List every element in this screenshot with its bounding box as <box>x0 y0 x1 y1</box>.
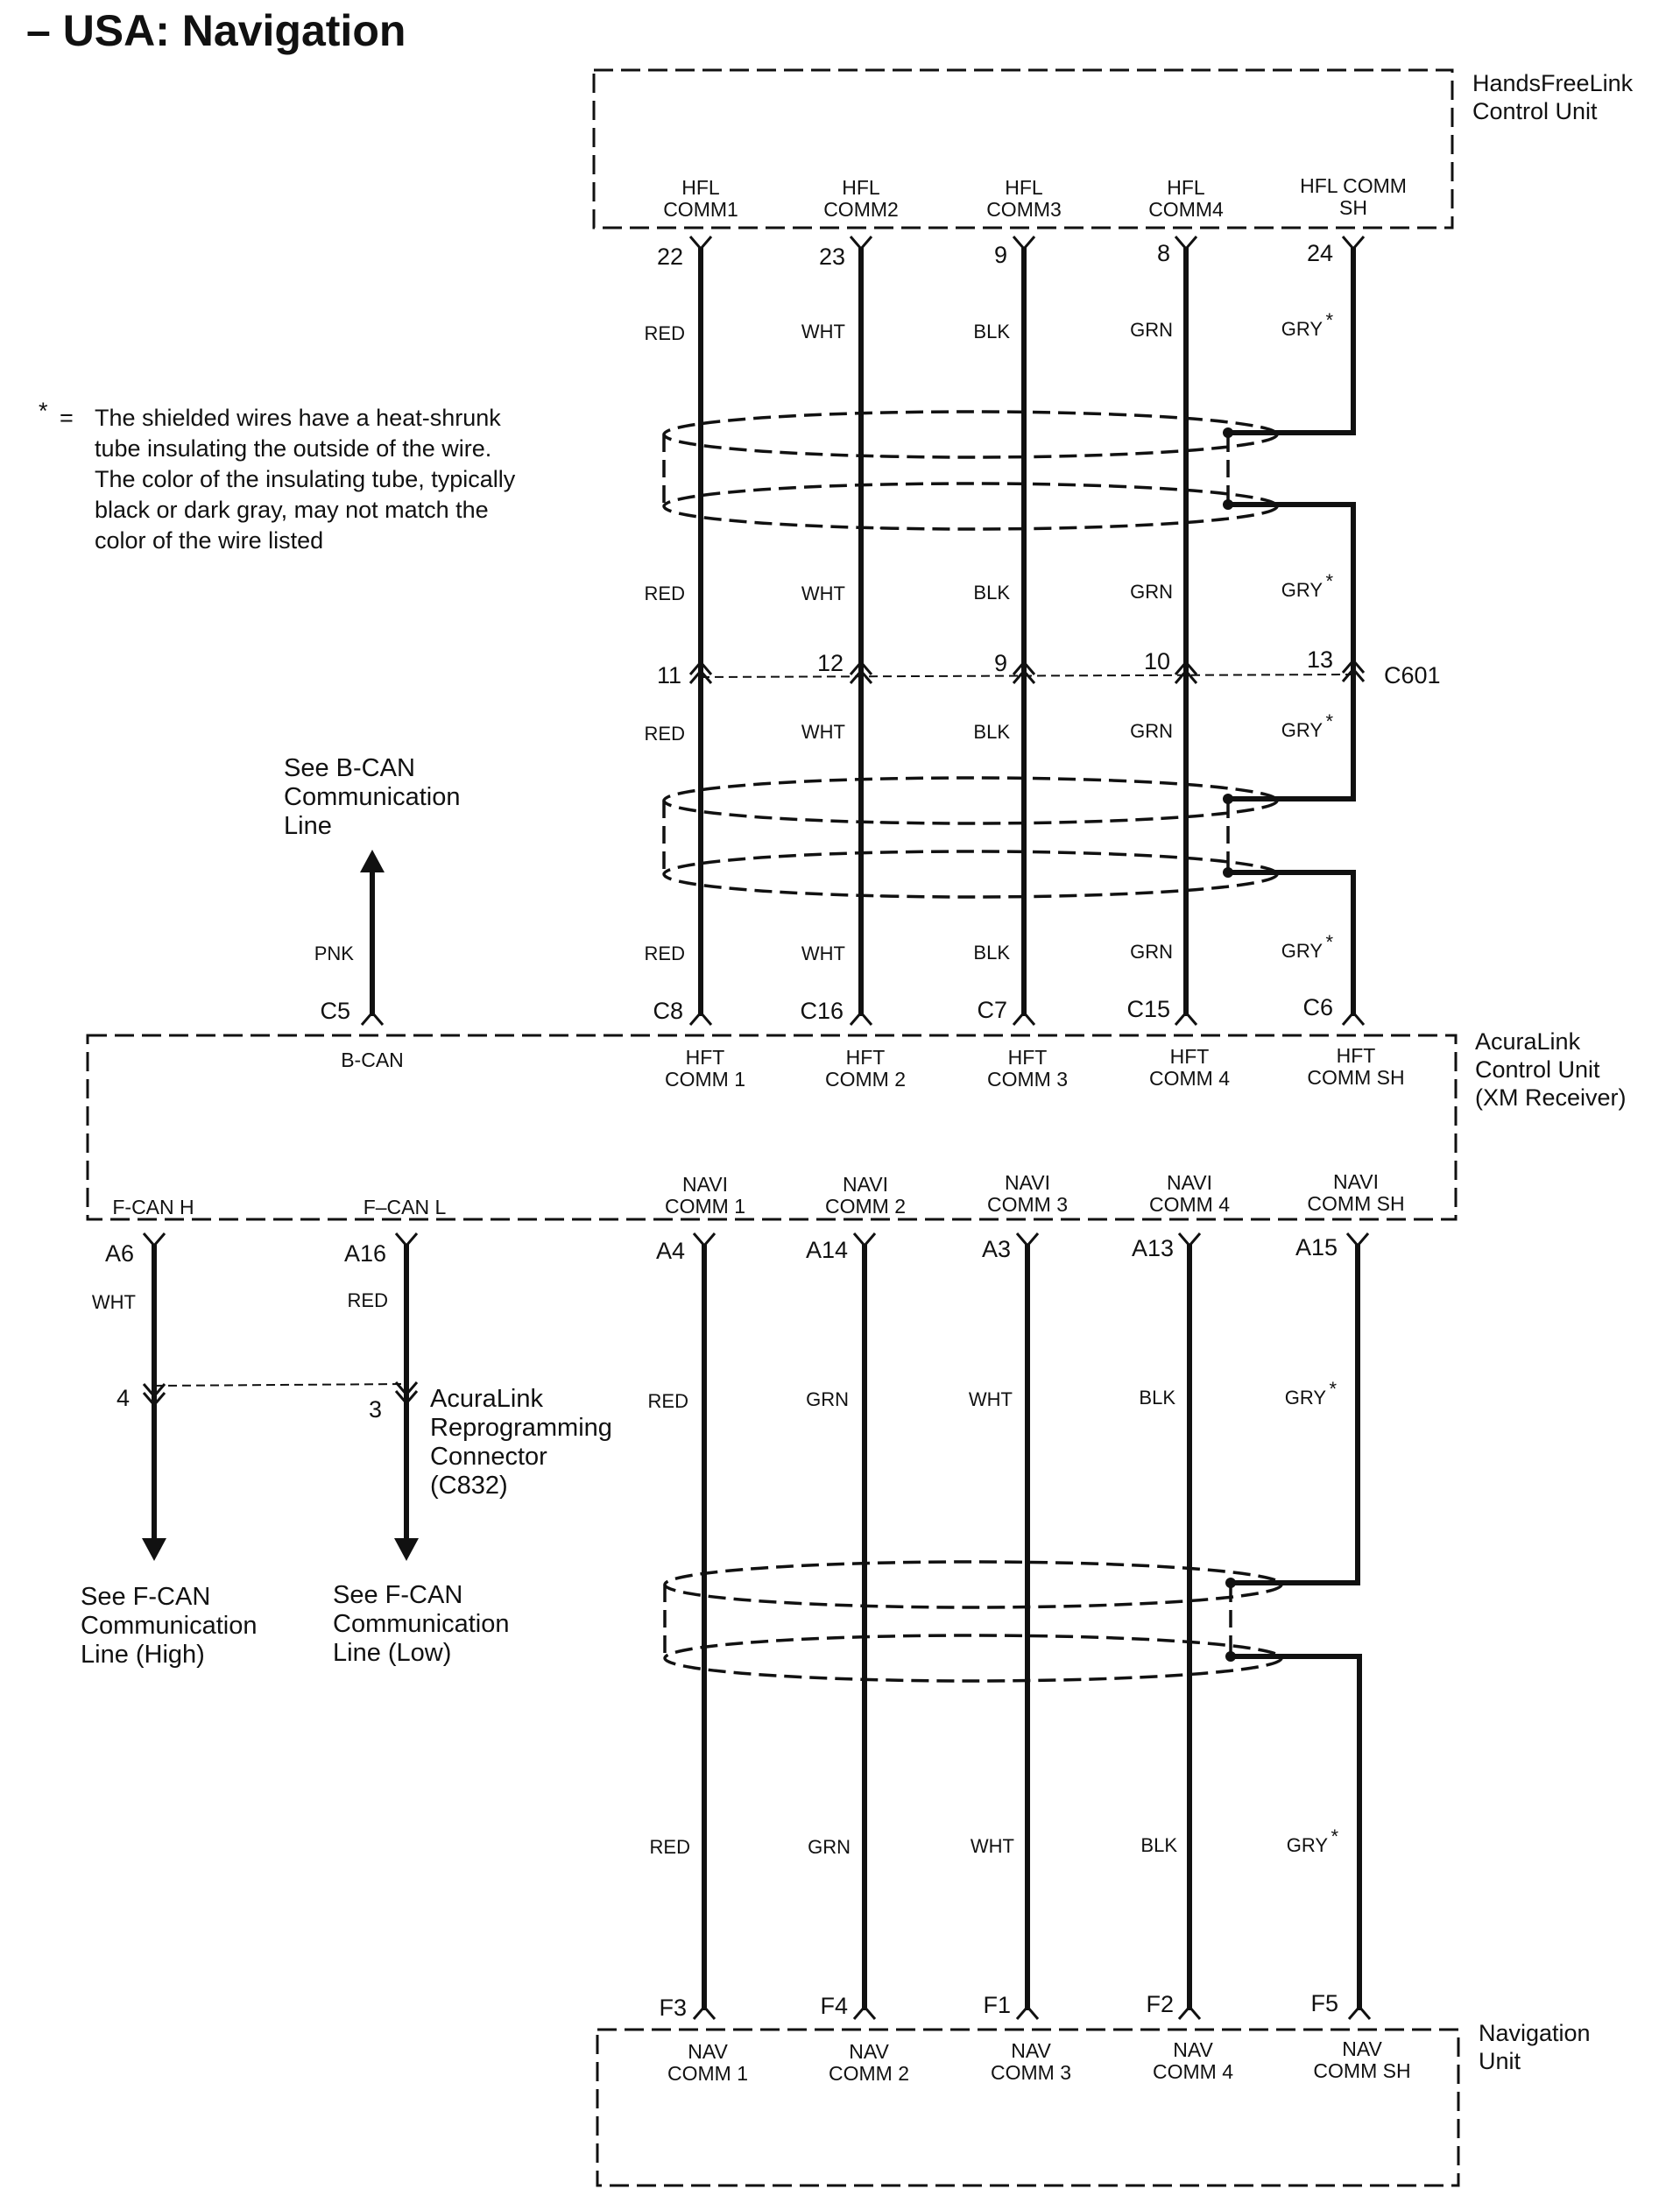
acura-bottom-mark-4 <box>1179 1233 1200 1246</box>
color-gry-2: GRY <box>1281 579 1323 601</box>
color-blk-3: BLK <box>973 721 1010 743</box>
upper-shield-drain-1 <box>1223 427 1233 438</box>
color-blk-6: BLK <box>1140 1834 1177 1856</box>
acura-bottom-terminal-3-b: COMM 3 <box>987 1193 1068 1216</box>
bcan-ref-3: Line <box>284 812 332 840</box>
c832-pin-4: 4 <box>116 1385 130 1411</box>
acura-top-terminal-1-a: HFT <box>685 1046 725 1069</box>
acura-bottom-terminal-4-a: NAVI <box>1167 1171 1212 1194</box>
shield-mark-6: * <box>1331 1825 1338 1847</box>
c601-label: C601 <box>1384 662 1441 688</box>
hfl-terminal-mark-2 <box>851 237 872 249</box>
c601-pin-4: 10 <box>1143 648 1170 674</box>
hfl-terminal-4-a: HFL <box>1167 176 1205 199</box>
acura-bottom-pin-marks <box>144 1233 1368 1246</box>
nav-terminal-3-b: COMM 3 <box>991 2061 1071 2084</box>
fcan-l-pin: A16 <box>343 1240 386 1267</box>
color-gry-4: GRY <box>1281 940 1323 962</box>
acura-bottom-terminal-3-a: NAVI <box>1005 1171 1050 1194</box>
shield-mark-2: * <box>1325 570 1333 592</box>
color-wht-5: WHT <box>968 1388 1013 1410</box>
color-grn-4: GRN <box>1130 941 1173 963</box>
fcan-h-color: WHT <box>91 1291 136 1313</box>
navigation-unit-name-1: Navigation <box>1479 2020 1591 2046</box>
acura-bottom-terminal-4-b: COMM 4 <box>1149 1193 1230 1216</box>
fcan-l-color: RED <box>347 1289 388 1311</box>
hfl-terminal-3-b: COMM3 <box>986 198 1062 221</box>
footnote-line-2: tube insulating the outside of the wire. <box>95 435 492 462</box>
footnote-line-3: The color of the insulating tube, typically <box>95 466 516 492</box>
acura-top-terminal-2-a: HFT <box>845 1046 886 1069</box>
acura-bottom-terminal-5-b: COMM SH <box>1307 1192 1405 1215</box>
footnote <box>39 398 516 554</box>
footnote-line-1: The shielded wires have a heat-shrunk <box>95 405 501 431</box>
nav-wires <box>704 1244 1359 2010</box>
fcan-l-arrow <box>394 1538 419 1561</box>
color-red-5: RED <box>647 1390 688 1412</box>
fcan-l-ref-3: Line (Low) <box>333 1639 452 1667</box>
nav-terminal-2-b: COMM 2 <box>829 2062 909 2085</box>
color-red-2: RED <box>644 583 685 604</box>
hfl-terminal-3-a: HFL <box>1005 176 1043 199</box>
shield-mark-5: * <box>1329 1378 1337 1400</box>
lower-shield-drain-2 <box>1225 1651 1236 1662</box>
footnote-mark: * <box>39 398 48 424</box>
acura-bottom-mark-5 <box>1347 1233 1368 1246</box>
acura-top-terminals <box>341 1044 1404 1091</box>
hfl-pin-1: 22 <box>656 244 683 270</box>
hfl-pin-2: 23 <box>818 244 845 270</box>
color-grn-1: GRN <box>1130 319 1173 341</box>
wire-nav-shield-top <box>1231 1244 1358 1583</box>
acura-bottom-terminal-2-b: COMM 2 <box>825 1195 906 1218</box>
acura-bottom-terminal-1-b: COMM 1 <box>665 1195 745 1218</box>
bcan-color: PNK <box>314 943 354 964</box>
nav-terminal-1-a: NAV <box>688 2040 728 2063</box>
wire-nav-shield-bot <box>1231 1656 1359 2010</box>
hfl-pin-4: 8 <box>1156 240 1170 266</box>
fcan-h-mark <box>144 1233 165 1246</box>
fcan-h-pin: A6 <box>104 1240 134 1267</box>
color-blk-2: BLK <box>973 582 1010 604</box>
page-title: – USA: Navigation <box>26 6 406 55</box>
nav-terminals <box>667 2037 1411 2085</box>
hfl-terminal-2-a: HFL <box>842 176 880 199</box>
acura-top-terminal-2-b: COMM 2 <box>825 1068 906 1091</box>
c832-pin-3: 3 <box>368 1396 382 1423</box>
color-gry-6: GRY <box>1286 1834 1328 1856</box>
acura-bottom-terminal-1-a: NAVI <box>682 1173 728 1196</box>
hfl-terminal-mark-5 <box>1343 237 1364 249</box>
shield-mark-1: * <box>1325 309 1333 331</box>
c601-pin-1: 11 <box>656 662 681 688</box>
hfl-terminal-5-a: HFL COMM <box>1300 174 1407 197</box>
acuralink-unit-name-3: (XM Receiver) <box>1475 1084 1627 1111</box>
acura-top-terminal-4-a: HFT <box>1169 1045 1210 1068</box>
nav-pin-4: F2 <box>1146 1991 1174 2017</box>
c601-pin-2: 12 <box>816 650 844 676</box>
c601-pin-3: 9 <box>993 650 1007 676</box>
acura-bottom-terminal-5-a: NAVI <box>1333 1170 1379 1193</box>
acura-top-pin-3: C7 <box>977 997 1007 1023</box>
c832-name-1: AcuraLink <box>430 1385 543 1413</box>
color-wht-4: WHT <box>801 943 845 964</box>
hfl-terminal-1-b: COMM1 <box>663 198 738 221</box>
color-red-3: RED <box>644 723 685 745</box>
nav-terminal-3-a: NAV <box>1011 2039 1051 2062</box>
nav-mark-2 <box>854 2007 875 2019</box>
nav-pin-marks <box>694 2007 1370 2019</box>
acura-top-terminal-3-b: COMM 3 <box>987 1068 1068 1091</box>
color-blk-4: BLK <box>973 942 1010 964</box>
color-gry-3: GRY <box>1281 719 1323 741</box>
acuralink-unit-name-1: AcuraLink <box>1475 1028 1581 1055</box>
upper-shield-drain-2 <box>1223 499 1233 510</box>
nav-mark-1 <box>694 2007 715 2019</box>
c601-connector <box>657 646 1441 688</box>
color-gry-1: GRY <box>1281 318 1323 340</box>
acura-top-pin-4: C15 <box>1126 996 1170 1022</box>
nav-pin-3: F1 <box>983 1992 1011 2018</box>
acura-bcan-terminal: B-CAN <box>341 1049 404 1071</box>
color-wht-1: WHT <box>801 321 845 342</box>
color-red-6: RED <box>649 1836 690 1858</box>
acura-top-pin-2: C16 <box>800 998 844 1024</box>
fcan-h-ref-1: See F-CAN <box>81 1583 211 1611</box>
hfl-wires <box>701 247 1353 1016</box>
wire-hfl-shield-mid <box>1228 505 1353 799</box>
acura-bottom-pin-3: A3 <box>981 1236 1011 1262</box>
nav-terminal-4-b: COMM 4 <box>1153 2060 1233 2083</box>
nav-terminal-5-b: COMM SH <box>1313 2059 1411 2082</box>
acura-bottom-mark-1 <box>694 1233 715 1246</box>
acura-bottom-terminal-2-a: NAVI <box>843 1173 888 1196</box>
middle-shield-drain-1 <box>1223 794 1233 804</box>
nav-pin-2: F4 <box>820 1993 848 2019</box>
lower-shield-drain-1 <box>1225 1578 1236 1588</box>
fcan-h-arrow <box>142 1538 166 1561</box>
footnote-equals: = <box>60 405 74 431</box>
c832-name-4: (C832) <box>430 1472 508 1500</box>
color-grn-3: GRN <box>1130 720 1173 742</box>
acura-top-terminal-1-b: COMM 1 <box>665 1068 745 1091</box>
hfl-pin-3: 9 <box>993 242 1007 268</box>
color-red-4: RED <box>644 943 685 964</box>
hfl-pin-5: 24 <box>1306 240 1333 266</box>
nav-terminal-4-a: NAV <box>1173 2038 1213 2061</box>
acura-bottom-pin-1: A4 <box>655 1238 685 1264</box>
hfl-unit-name-1: HandsFreeLink <box>1472 70 1634 96</box>
acura-top-mark-2 <box>851 1013 872 1025</box>
nav-terminal-2-a: NAV <box>849 2040 889 2063</box>
nav-mark-5 <box>1349 2007 1370 2019</box>
bcan-ref-1: See B-CAN <box>284 754 415 782</box>
acura-fcan-h-terminal: F-CAN H <box>112 1196 194 1218</box>
bcan-line <box>284 754 460 1016</box>
hfl-terminals <box>663 174 1407 221</box>
nav-pin-1: F3 <box>659 1995 687 2021</box>
acura-top-pin-bcan: C5 <box>320 998 350 1024</box>
acuralink-unit-box <box>88 1035 1456 1219</box>
acura-top-terminal-5-a: HFT <box>1336 1044 1376 1067</box>
color-grn-6: GRN <box>808 1836 851 1858</box>
upper-wire-colors-1 <box>645 309 1334 344</box>
color-grn-5: GRN <box>806 1388 849 1410</box>
acura-bottom-pin-2: A14 <box>805 1237 848 1263</box>
nav-pin-5: F5 <box>1310 1990 1338 2016</box>
hfl-terminal-4-b: COMM4 <box>1148 198 1224 221</box>
acura-top-pin-5: C6 <box>1302 994 1333 1020</box>
acuralink-unit-name-2: Control Unit <box>1475 1056 1600 1083</box>
acura-top-mark-3 <box>1013 1013 1034 1025</box>
navigation-unit-name-2: Unit <box>1479 2048 1521 2074</box>
fcan-l-ref-1: See F-CAN <box>333 1581 463 1609</box>
footnote-line-4: black or dark gray, may not match the <box>95 497 489 523</box>
color-gry-5: GRY <box>1284 1387 1326 1409</box>
fcan-l-mark <box>396 1233 417 1246</box>
hfl-terminal-5-b: SH <box>1339 196 1367 219</box>
color-wht-3: WHT <box>801 721 845 743</box>
acura-top-terminal-3-a: HFT <box>1007 1046 1048 1069</box>
hfl-terminal-mark-3 <box>1013 237 1034 249</box>
color-blk-5: BLK <box>1139 1387 1175 1409</box>
color-wht-2: WHT <box>801 583 845 604</box>
lower-wire-colors-1 <box>648 1378 1338 1412</box>
color-wht-6: WHT <box>970 1835 1014 1857</box>
footnote-line-5: color of the wire listed <box>95 527 324 554</box>
c832-dashed-line <box>154 1384 406 1386</box>
acura-top-mark-4 <box>1175 1013 1196 1025</box>
acura-bottom-pin-5: A15 <box>1295 1234 1338 1260</box>
hfl-terminal-mark-1 <box>690 237 711 249</box>
nav-mark-4 <box>1179 2007 1200 2019</box>
hfl-pin-terminals <box>690 237 1364 249</box>
hfl-pins <box>657 240 1333 270</box>
hfl-terminal-1-a: HFL <box>681 176 720 199</box>
acura-bottom-terminals <box>112 1170 1404 1218</box>
acura-top-terminal-4-b: COMM 4 <box>1149 1067 1230 1090</box>
acura-bottom-pins <box>105 1234 1338 1267</box>
fcan-l-ref-2: Communication <box>333 1610 510 1638</box>
fcan-h-ref-2: Communication <box>81 1612 258 1640</box>
acura-top-pin-1: C8 <box>653 998 683 1024</box>
acura-fcan-l-terminal: F–CAN L <box>363 1196 447 1218</box>
lower-wire-colors-2 <box>650 1825 1339 1858</box>
acura-bottom-mark-2 <box>854 1233 875 1246</box>
acura-bottom-mark-3 <box>1017 1233 1038 1246</box>
color-grn-2: GRN <box>1130 581 1173 603</box>
acura-bottom-pin-4: A13 <box>1131 1235 1174 1261</box>
wire-hfl-shield-top <box>1228 247 1353 433</box>
nav-pins <box>659 1990 1338 2021</box>
color-blk-1: BLK <box>973 321 1010 342</box>
hfl-unit-name-2: Control Unit <box>1472 98 1598 124</box>
upper-wire-colors-2 <box>645 570 1334 604</box>
fcan-h-ref-3: Line (High) <box>81 1641 205 1669</box>
nav-mark-3 <box>1017 2007 1038 2019</box>
c832-name-3: Connector <box>430 1443 547 1471</box>
acura-top-pin-marks <box>362 1013 1364 1025</box>
nav-terminal-5-a: NAV <box>1342 2037 1382 2060</box>
upper-wire-colors-4 <box>645 931 1334 964</box>
hfl-terminal-mark-4 <box>1175 237 1196 249</box>
shield-mark-4: * <box>1325 931 1333 953</box>
middle-shield-drain-2 <box>1223 867 1233 878</box>
nav-terminal-1-b: COMM 1 <box>667 2062 748 2085</box>
bcan-arrow <box>360 850 385 872</box>
c832-name-2: Reprogramming <box>430 1414 612 1442</box>
upper-wire-colors-3 <box>645 710 1334 745</box>
acura-top-mark-5 <box>1343 1013 1364 1025</box>
fcan-lines <box>81 1244 612 1669</box>
acura-top-mark-1 <box>690 1013 711 1025</box>
acura-top-terminal-5-b: COMM SH <box>1307 1066 1405 1089</box>
bcan-ref-2: Communication <box>284 783 461 811</box>
color-red-1: RED <box>644 322 685 344</box>
c601-pin-5: 13 <box>1306 646 1333 673</box>
hfl-terminal-2-b: COMM2 <box>823 198 899 221</box>
shield-mark-3: * <box>1325 710 1333 732</box>
